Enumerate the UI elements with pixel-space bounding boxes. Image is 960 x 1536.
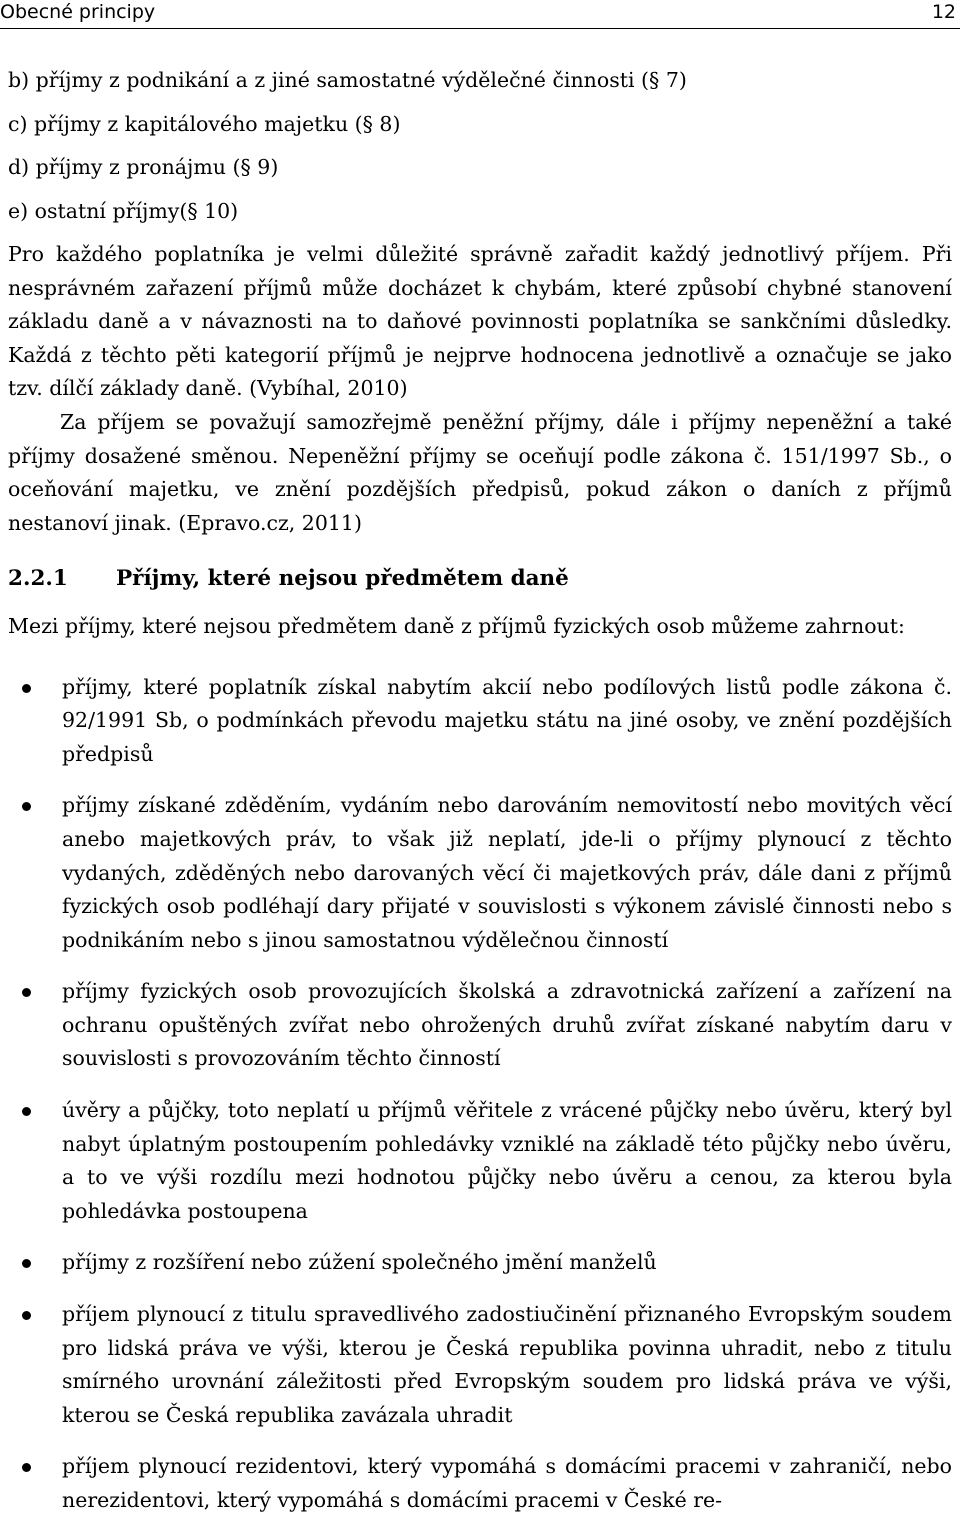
income-category-item: c) příjmy z kapitálového majetku (§ 8)	[8, 111, 401, 136]
paragraph-income-definition: Za příjem se považují samozřejmě peněžní příjmy, dále i příjmy nepeněžní a také příjmy dosažené směnou. Nepeněžní příjmy se oceňují podle zákona č. 151/1997 Sb., o oceňování majetku, ve znění pozdějších předpisů, pokud zákon o daních z příjmů nestanoví jinak. (Epravo.cz, 2011)	[8, 409, 952, 535]
bullet-icon	[22, 1463, 31, 1472]
list-item	[8, 789, 952, 957]
header-title: Obecné principy	[0, 1, 156, 23]
list-item-text: příjmy z rozšíření nebo zúžení společného jmění manželů	[62, 1250, 657, 1275]
list-item	[8, 1246, 952, 1280]
section-title: Příjmy, které nejsou předmětem daně	[116, 566, 569, 592]
section-intro: Mezi příjmy, které nejsou předmětem daně z příjmů fyzických osob můžeme zahrnout:	[8, 613, 905, 638]
list-item-text: úvěry a půjčky, toto neplatí u příjmů věřitele z vrácené půjčky nebo úvěru, který byl nabyt úplatným postoupením pohledávky vzniklé na základě této půjčky nebo úvěru, a to ve výši rozdílu mezi hodnotou půjčky nebo úvěru a cenou, za kterou byla pohledávka postoupena	[62, 1098, 952, 1223]
list-item	[8, 671, 952, 772]
list-item-text: příjmy fyzických osob provozujících školská a zdravotnická zařízení a zařízení na ochranu opuštěných zvířat nebo ohrožených druhů zvířat získané nabytím daru v souvislosti s provozováním těchto činností	[62, 979, 952, 1071]
income-category-item: d) příjmy z pronájmu (§ 9)	[8, 155, 279, 179]
document-body	[8, 64, 952, 1536]
list-item-text: příjem plynoucí z titulu spravedlivého zadostiučinění přiznaného Evropským soudem pro lidská práva ve výši, kterou je Česká republika povinna uhradit, nebo z titulu smírného urovnání záležitosti před Evropským soudem pro lidská práva ve výši, kterou se Česká republika zavázala uhradit	[62, 1302, 952, 1427]
page-header	[0, 0, 960, 29]
bullet-icon	[22, 1259, 31, 1268]
bullet-icon	[22, 802, 31, 811]
page-number: 12	[931, 1, 956, 23]
list-item-text: příjmy, které poplatník získal nabytím akcií nebo podílových listů podle zákona č. 92/1991 Sb, o podmínkách převodu majetku státu na jiné osoby, ve znění pozdějších předpisů	[62, 674, 952, 766]
list-item	[8, 1094, 952, 1228]
bullet-icon	[22, 1107, 31, 1116]
income-category-item: b) příjmy z podnikání a z jiné samostatné výdělečné činnosti (§ 7)	[8, 68, 687, 92]
bullet-icon	[22, 1311, 31, 1320]
bullet-icon	[22, 988, 31, 997]
list-item	[8, 1298, 952, 1432]
section-number: 2.2.1	[8, 566, 68, 592]
bullet-icon	[22, 684, 31, 693]
exempt-income-list	[8, 671, 952, 1518]
list-item	[8, 975, 952, 1076]
income-category-list	[8, 64, 952, 238]
income-category-item: e) ostatní příjmy(§ 10)	[8, 198, 239, 223]
section-heading	[8, 562, 952, 596]
list-item-text: příjmy získané zděděním, vydáním nebo darováním nemovitostí nebo movitých věcí anebo majetkových práv, to však již neplatí, jde-li o příjmy plynoucí z těchto vydaných, zděděných nebo darovaných věcí či majetkových práv, dále dani z příjmů fyzických osob podléhají dary přijaté v souvislosti s výkonem závislé činnosti nebo s podnikáním nebo s jinou samostatnou výdělečnou činností	[62, 793, 952, 952]
list-item-text: příjem plynoucí rezidentovi, který vypomáhá s domácími pracemi v zahraničí, nebo nerezidentovi, který vypomáhá s domácími pracemi v České re-	[62, 1454, 952, 1512]
list-item	[8, 1450, 952, 1517]
paragraph-income-classification: Pro každého poplatníka je velmi důležité správně zařadit každý jednotlivý příjem. Při nesprávném zařazení příjmů může docházet k chybám, které způsobí chybné stanovení základu daně a v návaznosti na to daňové povinnosti poplatníka se sankčními důsledky. Každá z těchto pěti kategorií příjmů je nejprve hodnocena jednotlivě a označuje se jako tzv. dílčí základy daně. (Vybíhal, 2010)	[8, 242, 952, 401]
